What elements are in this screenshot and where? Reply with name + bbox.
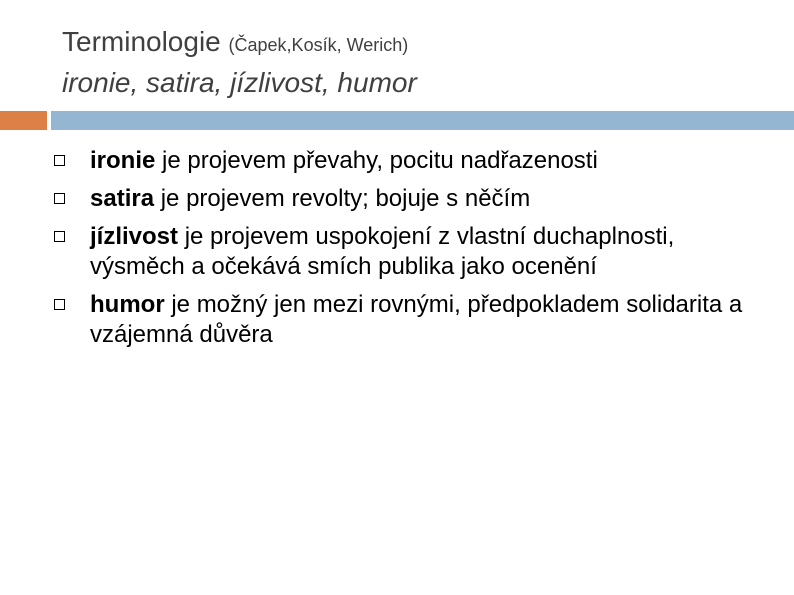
- hollow-square-icon: [54, 231, 65, 242]
- title-subtitle: ironie, satira, jízlivost, humor: [62, 67, 417, 98]
- bullet-term: humor: [90, 291, 165, 318]
- title-line: [62, 22, 782, 65]
- bullet-item-humor: [52, 290, 752, 350]
- bullet-text: je projevem převahy, pocitu nadřazenosti: [155, 147, 598, 174]
- accent-bar: [0, 111, 47, 130]
- bullet-text: je projevem revolty; bojuje s něčím: [154, 185, 531, 212]
- hollow-square-icon: [54, 193, 65, 204]
- bullet-term: satira: [90, 185, 155, 212]
- divider-band: [51, 111, 794, 130]
- title-main: Terminologie: [62, 26, 221, 57]
- hollow-square-icon: [54, 299, 65, 310]
- bullet-term: ironie: [90, 147, 156, 174]
- hollow-square-icon: [54, 155, 65, 166]
- bullet-text: je projevem uspokojení z vlastní duchaplnosti, výsměch a očekává smích publika jako ocenění: [90, 223, 675, 280]
- bullet-list: [52, 146, 752, 358]
- bullet-item-satira: [52, 184, 752, 214]
- bullet-text: je možný jen mezi rovnými, předpokladem solidarita a vzájemná důvěra: [90, 291, 743, 348]
- bullet-item-ironie: [52, 146, 752, 176]
- title-authors: (Čapek,Kosík, Werich): [228, 35, 409, 55]
- bullet-term: jízlivost: [90, 223, 179, 250]
- bullet-item-jizlivost: [52, 222, 752, 282]
- slide-title: [62, 22, 782, 103]
